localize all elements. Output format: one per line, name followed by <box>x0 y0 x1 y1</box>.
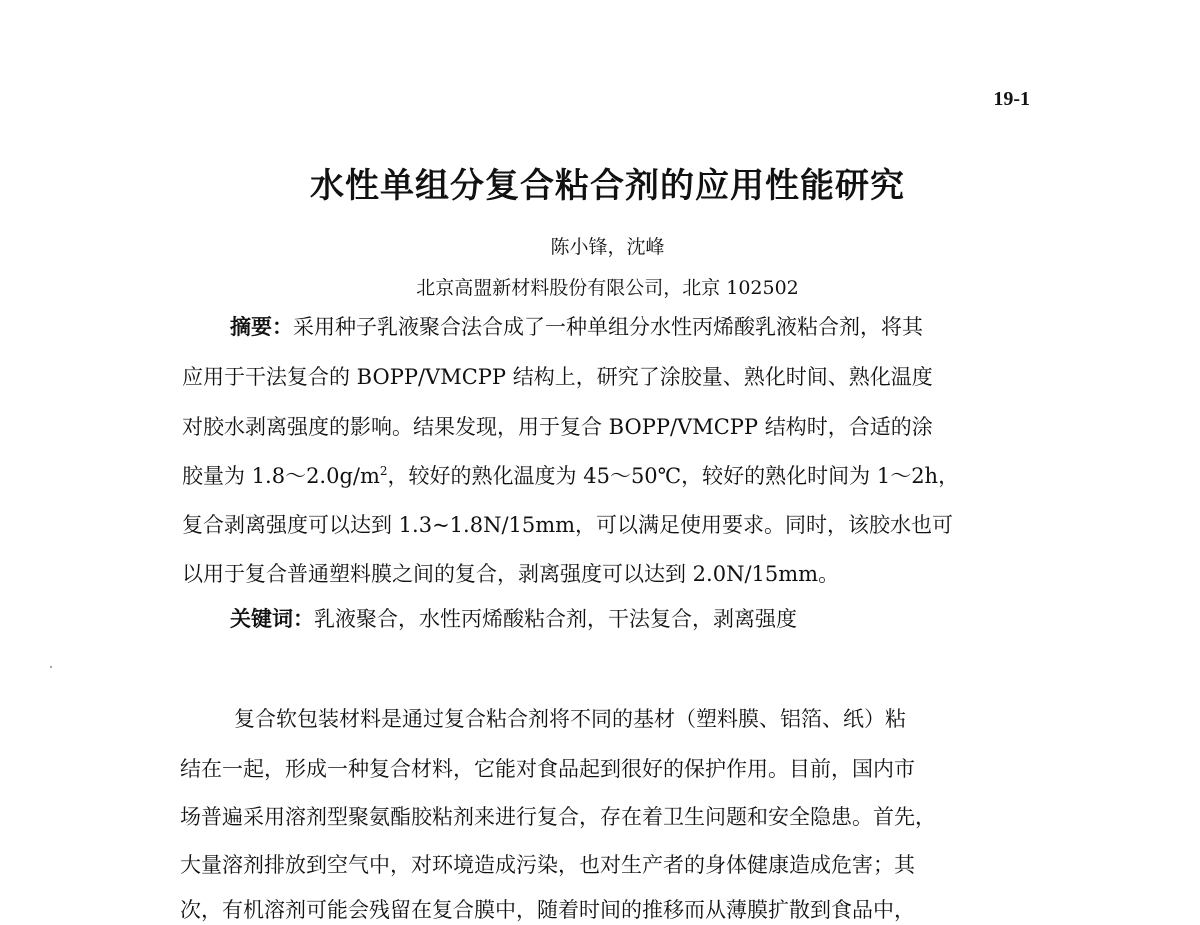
page-number: 19-1 <box>993 88 1030 110</box>
abstract-text: 采用种子乳液聚合法合成了一种单组分水性丙烯酸乳液粘合剂，将其 <box>293 315 923 339</box>
authors: 陈小锋，沈峰 <box>550 236 665 258</box>
abstract-label: 摘要： <box>230 315 293 339</box>
body-line: 次，有机溶剂可能会残留在复合膜中，随着时间的推移而从薄膜扩散到食品中， <box>180 898 915 922</box>
keywords-line <box>230 604 1042 634</box>
scan-speck <box>50 666 52 668</box>
body-line: 场普遍采用溶剂型聚氨酯胶粘剂来进行复合，存在着卫生问题和安全隐患。首先， <box>180 805 936 829</box>
keywords-label: 关键词： <box>230 607 314 631</box>
paper-title: 水性单组分复合粘合剂的应用性能研究 <box>310 166 905 206</box>
keywords-text: 乳液聚合，水性丙烯酸粘合剂，干法复合，剥离强度 <box>314 607 797 631</box>
superscript: 2 <box>379 464 388 478</box>
abstract-line: 应用于干法复合的 BOPP/VMCPP 结构上，研究了涂胶量、熟化时间、熟化温度 <box>182 365 933 389</box>
abstract-line: 复合剥离强度可以达到 1.3~1.8N/15mm，可以满足使用要求。同时，该胶水也可 <box>182 513 954 537</box>
abstract-line <box>230 312 1042 342</box>
abstract-line: 以用于复合普通塑料膜之间的复合，剥离强度可以达到 2.0N/15mm。 <box>182 562 840 586</box>
body-line: 结在一起，形成一种复合材料，它能对食品起到很好的保护作用。目前，国内市 <box>180 757 915 781</box>
body-line: 复合软包装材料是通过复合粘合剂将不同的基材（塑料膜、铝箔、纸）粘 <box>234 707 906 731</box>
affiliation: 北京高盟新材料股份有限公司，北京 102502 <box>416 277 799 299</box>
abstract-text: ，较好的熟化温度为 45～50℃，较好的熟化时间为 1～2h， <box>387 464 960 488</box>
abstract-text: 胶量为 1.8～2.0g/m <box>182 464 380 488</box>
body-line: 大量溶剂排放到空气中，对环境造成污染，也对生产者的身体健康造成危害；其 <box>180 853 915 877</box>
abstract-line: 对胶水剥离强度的影响。结果发现，用于复合 BOPP/VMCPP 结构时，合适的涂 <box>182 415 933 439</box>
abstract-line <box>182 461 1042 491</box>
